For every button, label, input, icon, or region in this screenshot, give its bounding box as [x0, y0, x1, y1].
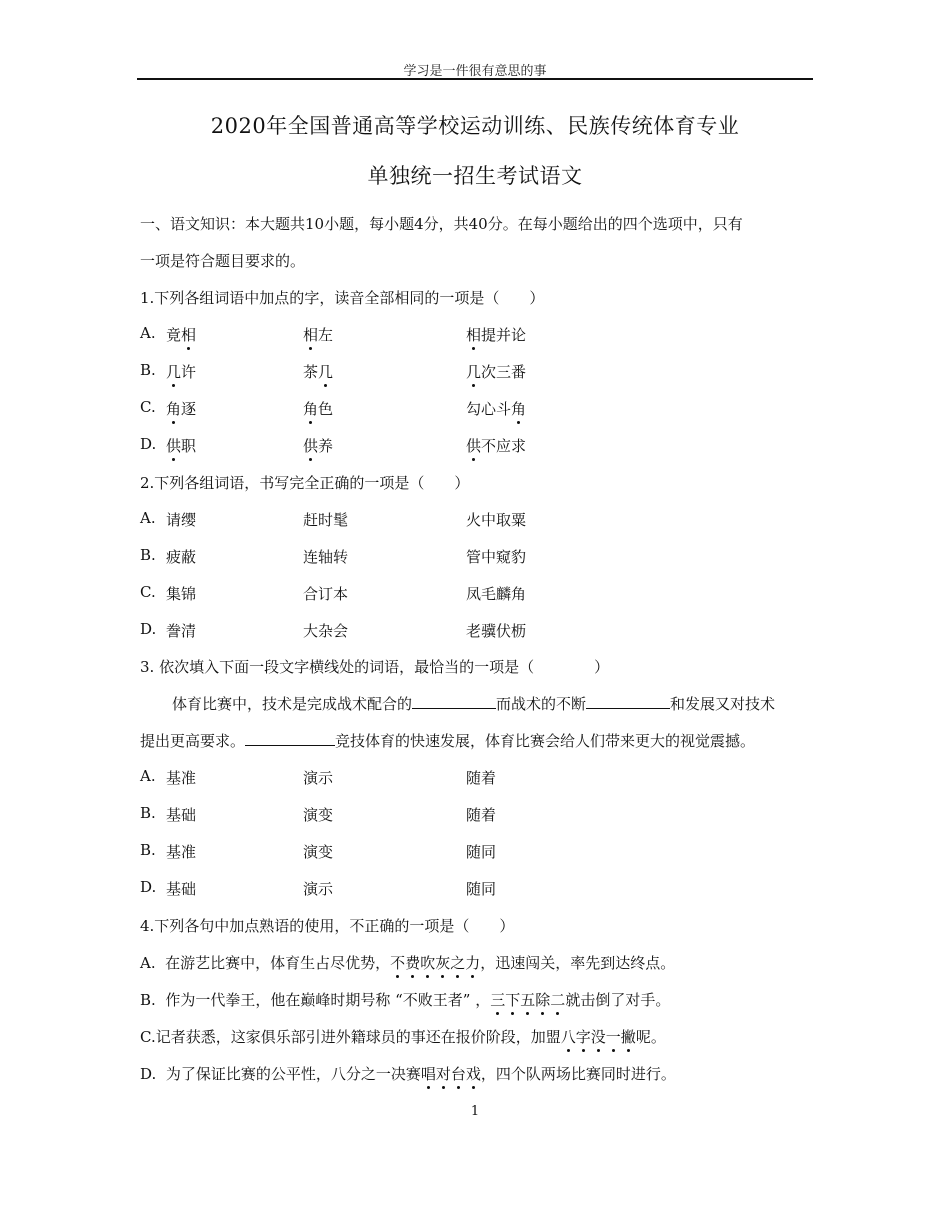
page-header: 学习是一件很有意思的事: [403, 64, 547, 79]
option-word: 凤毛麟角: [466, 585, 527, 603]
word-text: 竟: [166, 326, 182, 344]
dotted-char: 几: [166, 363, 182, 381]
option-word: 基础: [166, 880, 197, 898]
option-word: 演示: [303, 880, 334, 898]
option-text: ，四个队两场比赛同时进行。: [480, 1065, 676, 1083]
q4-stem: 4.下列各句中加点熟语的使用，不正确的一项是（ ）: [140, 917, 515, 935]
dotted-char: 一: [605, 1028, 621, 1046]
option-text: 在游艺比赛中，体育生占尽优势，: [165, 954, 391, 972]
option-word: 集锦: [166, 585, 197, 603]
option-word: 基准: [166, 843, 197, 861]
dotted-char: 二: [550, 991, 566, 1009]
q3-passage-line1: [172, 693, 775, 714]
dotted-char: 没: [590, 1028, 606, 1046]
section-intro-line2: 一项是符合题目要求的。: [140, 252, 306, 270]
option-letter: D.: [140, 878, 157, 896]
dotted-char: 不: [390, 954, 406, 972]
header-rule: [137, 78, 813, 80]
q3-stem: 3. 依次填入下面一段文字横线处的词语，最恰当的一项是（ ）: [140, 658, 610, 676]
option-letter: D.: [140, 1065, 157, 1083]
doc-title-line1: 2020年全国普通高等学校运动训练、民族传统体育专业: [210, 114, 740, 138]
q3-passage-line2: [140, 730, 755, 751]
word-text: 逐: [181, 400, 197, 418]
option-letter: A.: [140, 324, 156, 342]
option-word: [466, 435, 526, 456]
dotted-char: 戏: [465, 1065, 481, 1083]
dotted-char: 撇: [620, 1028, 636, 1046]
option-word: [466, 361, 526, 382]
option-letter: A.: [140, 767, 156, 785]
dotted-idiom: [390, 954, 480, 972]
dotted-char: 对: [435, 1065, 451, 1083]
option-letter: B.: [140, 361, 156, 379]
option-word: 誊清: [166, 622, 197, 640]
dotted-idiom: [421, 1065, 481, 1083]
option-word: 基准: [166, 769, 197, 787]
option-letter: B.: [140, 991, 156, 1009]
option-letter: D.: [140, 435, 157, 453]
dotted-char: 供: [303, 437, 319, 455]
option-word: [303, 324, 333, 345]
option-word: 连轴转: [303, 548, 349, 566]
dotted-char: 费: [405, 954, 421, 972]
option-word: 演变: [303, 806, 334, 824]
option-text: 为了保证比赛的公平性，八分之一决赛: [165, 1065, 421, 1083]
word-text: 不应求: [481, 437, 527, 455]
dotted-char: 角: [166, 400, 182, 418]
option-text: ，迅速闯关，率先到达终点。: [480, 954, 676, 972]
option-letter: C.: [140, 583, 156, 601]
option-word: [303, 361, 333, 382]
option-text: 记者获悉，这家俱乐部引进外籍球员的事还在报价阶段，加盟: [155, 1028, 561, 1046]
word-text: 许: [181, 363, 197, 381]
option-word: 赶时髦: [303, 511, 349, 529]
option-text: 呢。: [635, 1028, 666, 1046]
option-letter: C.: [140, 1028, 156, 1046]
doc-title-line2: 单独统一招生考试语文: [367, 164, 583, 188]
option-word: [166, 361, 196, 382]
dotted-char: 除: [535, 991, 551, 1009]
q1-stem: 1.下列各组词语中加点的字，读音全部相同的一项是（ ）: [140, 289, 545, 307]
word-text: 茶: [303, 363, 319, 381]
q3-passage-text: 竞技体育的快速发展，体育比赛会给人们带来更大的视觉震撼。: [335, 732, 756, 750]
option-word: 请缨: [166, 511, 197, 529]
option-word: 随同: [466, 843, 497, 861]
word-text: 养: [318, 437, 334, 455]
q4-option-c: [140, 1026, 666, 1047]
option-word: 演变: [303, 843, 334, 861]
section-intro-line1: 一、语文知识：本大题共10小题，每小题4分，共40分。在每小题给出的四个选项中，只有: [140, 215, 743, 233]
word-text: 职: [181, 437, 197, 455]
dotted-char: 字: [575, 1028, 591, 1046]
option-letter: B.: [140, 841, 156, 859]
option-word: [303, 398, 333, 419]
dotted-char: 角: [511, 400, 527, 418]
dotted-idiom: [561, 1028, 636, 1046]
option-word: 合订本: [303, 585, 349, 603]
q3-passage-text: 体育比赛中，技术是完成战术配合的: [172, 695, 413, 713]
option-text: 作为一代拳王，他在巅峰时期号称 “不败王者” ，: [165, 991, 491, 1009]
q3-passage-text: 和发展又对技术: [670, 695, 776, 713]
dotted-char: 之: [450, 954, 466, 972]
dotted-char: 相: [181, 326, 197, 344]
option-word: 随同: [466, 880, 497, 898]
option-word: 疲蔽: [166, 548, 197, 566]
word-text: 色: [318, 400, 334, 418]
option-word: [166, 324, 196, 345]
dotted-char: 五: [520, 991, 536, 1009]
option-word: [466, 398, 526, 419]
blank-1: [412, 694, 496, 709]
dotted-char: 供: [466, 437, 482, 455]
option-letter: B.: [140, 804, 156, 822]
dotted-char: 几: [318, 363, 334, 381]
dotted-char: 台: [450, 1065, 466, 1083]
dotted-char: 三: [490, 991, 506, 1009]
option-word: 基础: [166, 806, 197, 824]
option-word: 老骥伏枥: [466, 622, 527, 640]
q3-passage-text: 而战术的不断: [496, 695, 587, 713]
blank-2: [586, 694, 670, 709]
option-word: [466, 324, 526, 345]
dotted-char: 力: [465, 954, 481, 972]
word-text: 提并论: [481, 326, 527, 344]
dotted-char: 几: [466, 363, 482, 381]
page-number: 1: [470, 1104, 480, 1119]
word-text: 勾心斗: [466, 400, 512, 418]
option-letter: A.: [140, 509, 156, 527]
option-word: 大杂会: [303, 622, 349, 640]
q4-option-a: [140, 952, 675, 973]
dotted-char: 唱: [420, 1065, 436, 1083]
option-word: [166, 435, 196, 456]
word-text: 左: [318, 326, 334, 344]
option-word: 随着: [466, 769, 497, 787]
dotted-char: 八: [560, 1028, 576, 1046]
dotted-char: 灰: [435, 954, 451, 972]
option-word: [303, 435, 333, 456]
option-letter: C.: [140, 398, 156, 416]
option-letter: A.: [140, 954, 156, 972]
dotted-char: 相: [303, 326, 319, 344]
dotted-char: 吹: [420, 954, 436, 972]
dotted-idiom: [490, 991, 565, 1009]
option-word: 随着: [466, 806, 497, 824]
q4-option-b: [140, 989, 670, 1010]
q3-passage-text: 提出更高要求。: [140, 732, 246, 750]
q2-stem: 2.下列各组词语，书写完全正确的一项是（ ）: [140, 474, 470, 492]
option-word: 演示: [303, 769, 334, 787]
blank-3: [245, 731, 335, 746]
word-text: 次三番: [481, 363, 527, 381]
dotted-char: 下: [505, 991, 521, 1009]
option-text: 就击倒了对手。: [565, 991, 671, 1009]
q4-option-d: [140, 1063, 676, 1084]
option-letter: B.: [140, 546, 156, 564]
dotted-char: 角: [303, 400, 319, 418]
option-letter: D.: [140, 620, 157, 638]
option-word: [166, 398, 196, 419]
dotted-char: 供: [166, 437, 182, 455]
option-word: 管中窥豹: [466, 548, 527, 566]
option-word: 火中取粟: [466, 511, 527, 529]
dotted-char: 相: [466, 326, 482, 344]
